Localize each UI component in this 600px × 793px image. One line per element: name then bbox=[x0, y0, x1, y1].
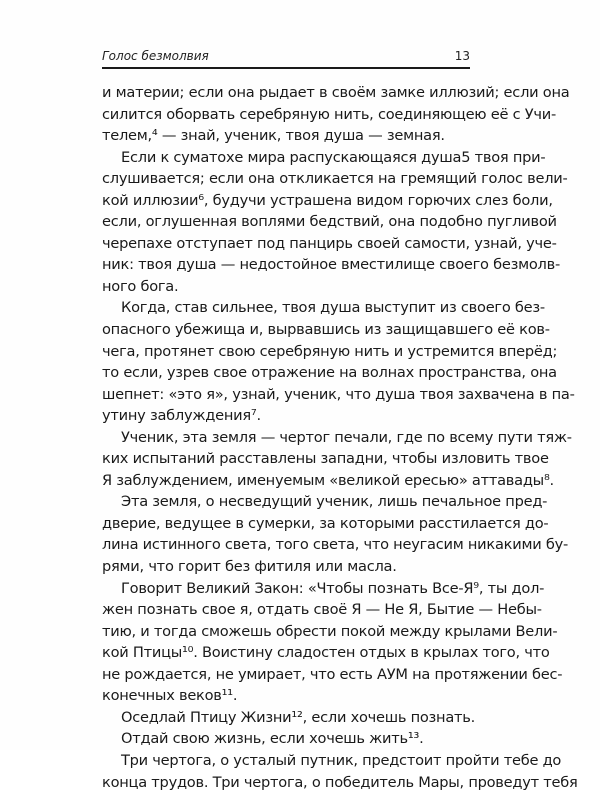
text-line: черепахе отступает под панцирь своей самости, узнай, уче- bbox=[102, 233, 472, 255]
text-line: утину заблуждения⁷. bbox=[102, 405, 472, 427]
text-line: конца трудов. Три чертога, о победитель Мары, проведут тебя bbox=[102, 772, 472, 793]
body-text bbox=[102, 82, 472, 793]
text-line: не рождается, не умирает, что есть АУМ на протяжении бес- bbox=[102, 664, 472, 686]
text-line: ник: твоя душа — недостойное вместилище своего безмолв- bbox=[102, 254, 472, 276]
text-line: кой иллюзии⁶, будучи устрашена видом горючих слез боли, bbox=[102, 190, 472, 212]
text-line: тию, и тогда сможешь обрести покой между крылами Вели- bbox=[102, 621, 472, 643]
text-line: Я заблуждением, именуемым «великой ересью» аттавады⁸. bbox=[102, 470, 472, 492]
text-line: телем,⁴ — знай, ученик, твоя душа — земная. bbox=[102, 125, 472, 147]
text-line: Отдай свою жизнь, если хочешь жить¹³. bbox=[102, 728, 472, 750]
text-line: силится оборвать серебряную нить, соединяющею её с Учи- bbox=[102, 104, 472, 126]
text-line: Оседлай Птицу Жизни¹², если хочешь познать. bbox=[102, 707, 472, 729]
text-line: то если, узрев свое отражение на волнах пространства, она bbox=[102, 362, 472, 384]
text-line: жен познать свое я, отдать своё Я — Не Я, Бытие — Небы- bbox=[102, 599, 472, 621]
text-line: конечных веков¹¹. bbox=[102, 685, 472, 707]
text-line: рями, что горит без фитиля или масла. bbox=[102, 556, 472, 578]
page-number: 13 bbox=[455, 49, 470, 63]
text-line: ного бога. bbox=[102, 276, 472, 298]
text-line: шепнет: «это я», узнай, ученик, что душа твоя захвачена в па- bbox=[102, 384, 472, 406]
text-line: ких испытаний расставлены западни, чтобы изловить твое bbox=[102, 448, 472, 470]
text-line: слушивается; если она откликается на гремящий голос вели- bbox=[102, 168, 472, 190]
text-line: Три чертога, о усталый путник, предстоит пройти тебе до bbox=[102, 750, 472, 772]
running-head bbox=[102, 49, 470, 67]
text-line: Эта земля, о несведущий ученик, лишь печальное пред- bbox=[102, 491, 472, 513]
text-line: опасного убежища и, вырвавшись из защищавшего её ков- bbox=[102, 319, 472, 341]
running-head-title: Голос безмолвия bbox=[102, 49, 209, 63]
header-rule bbox=[102, 67, 470, 69]
text-line: Говорит Великий Закон: «Чтобы познать Все-Я⁹, ты дол- bbox=[102, 578, 472, 600]
text-line: Если к суматохе мира распускающаяся душа5 твоя при- bbox=[102, 147, 472, 169]
text-line: Ученик, эта земля — чертог печали, где по всему пути тяж- bbox=[102, 427, 472, 449]
text-line: Когда, став сильнее, твоя душа выступит из своего без- bbox=[102, 297, 472, 319]
text-line: и материи; если она рыдает в своём замке иллюзий; если она bbox=[102, 82, 472, 104]
text-line: чега, протянет свою серебряную нить и устремится вперёд; bbox=[102, 341, 472, 363]
text-line: если, оглушенная воплями бедствий, она подобно пугливой bbox=[102, 211, 472, 233]
text-line: кой Птицы¹⁰. Воистину сладостен отдых в крылах того, что bbox=[102, 642, 472, 664]
text-line: лина истинного света, того света, что неугасим никакими бу- bbox=[102, 534, 472, 556]
text-line: дверие, ведущее в сумерки, за которыми расстилается до- bbox=[102, 513, 472, 535]
